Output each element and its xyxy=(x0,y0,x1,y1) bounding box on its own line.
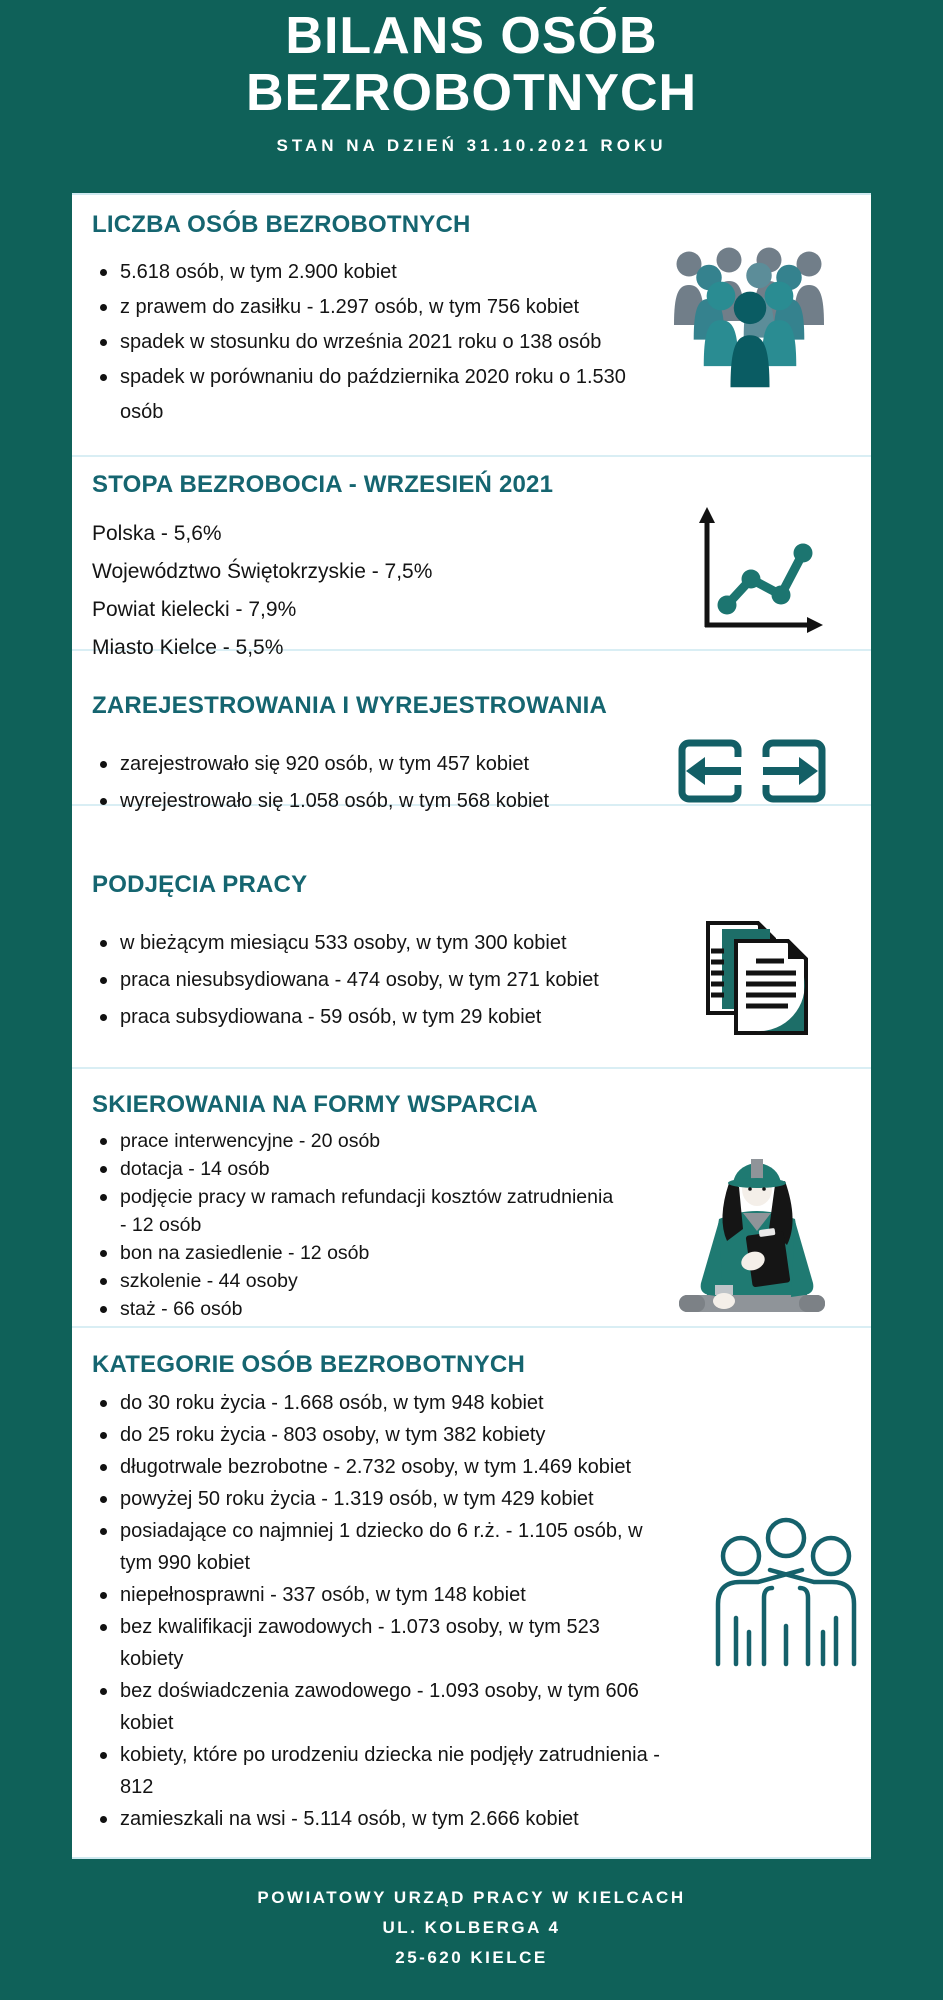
footer-city: 25-620 KIELCE xyxy=(395,1948,548,1967)
line-chart-icon xyxy=(687,503,827,639)
list-item: bez kwalifikacji zawodowych - 1.073 osoby, w tym 523 kobiety xyxy=(92,1611,664,1675)
section-heading: KATEGORIE OSÓB BEZROBOTNYCH xyxy=(92,1351,525,1378)
list-item: z prawem do zasiłku - 1.297 osób, w tym 756 kobiet xyxy=(92,290,637,325)
list-item: praca subsydiowana - 59 osób, w tym 29 kobiet xyxy=(92,999,722,1036)
footer-org-name: POWIATOWY URZĄD PRACY W KIELCACH xyxy=(257,1888,686,1907)
list-item: podjęcie pracy w ramach refundacji kosztów zatrudnienia - 12 osób xyxy=(92,1183,622,1239)
section-heading: STOPA BEZROBOCIA - WRZESIEŃ 2021 xyxy=(92,471,554,498)
section-heading: LICZBA OSÓB BEZROBOTNYCH xyxy=(92,211,471,238)
list-item: kobiety, które po urodzeniu dziecka nie podjęły zatrudnienia - 812 xyxy=(92,1739,664,1803)
worker-woman-icon xyxy=(657,1133,857,1325)
section-divider xyxy=(72,1326,871,1328)
list-item: posiadające co najmniej 1 dziecko do 6 r.ż. - 1.105 osób, w tym 990 kobiet xyxy=(92,1515,664,1579)
header xyxy=(0,0,943,156)
section-heading: SKIEROWANIA NA FORMY WSPARCIA xyxy=(92,1091,538,1118)
page-title-line2: BEZROBOTNYCH xyxy=(245,64,698,122)
list-item: zamieszkali na wsi - 5.114 osób, w tym 2.666 kobiet xyxy=(92,1803,664,1835)
list-item: w bieżącym miesiącu 533 osoby, w tym 300 kobiet xyxy=(92,925,722,962)
list-item: powyżej 50 roku życia - 1.319 osób, w tym 429 kobiet xyxy=(92,1483,664,1515)
list-item: praca niesubsydiowana - 474 osoby, w tym 271 kobiet xyxy=(92,962,722,999)
documents-icon xyxy=(700,915,822,1037)
bullet-list xyxy=(92,746,722,820)
list-item: spadek w porównaniu do października 2020 roku o 1.530 osób xyxy=(92,360,637,430)
bullet-list xyxy=(92,925,722,1036)
section-divider xyxy=(72,1067,871,1069)
bullet-list xyxy=(92,255,637,430)
list-item: 5.618 osób, w tym 2.900 kobiet xyxy=(92,255,637,290)
list-item: długotrwale bezrobotne - 2.732 osoby, w tym 1.469 kobiet xyxy=(92,1451,664,1483)
list-item: niepełnosprawni - 337 osób, w tym 148 kobiet xyxy=(92,1579,664,1611)
footer-street: UL. KOLBERGA 4 xyxy=(382,1918,561,1937)
list-item: spadek w stosunku do września 2021 roku o 138 osób xyxy=(92,325,637,360)
list-item: prace interwencyjne - 20 osób xyxy=(92,1127,622,1155)
stat-line: Miasto Kielce - 5,5% xyxy=(92,636,284,659)
stat-line: Powiat kielecki - 7,9% xyxy=(92,598,297,621)
list-item: dotacja - 14 osób xyxy=(92,1155,622,1183)
list-item: staż - 66 osób xyxy=(92,1295,622,1323)
section-heading: ZAREJESTROWANIA I WYREJESTROWANIA xyxy=(92,692,608,719)
three-people-icon xyxy=(694,1498,879,1670)
page-subtitle: STAN NA DZIEŃ 31.10.2021 ROKU xyxy=(276,136,667,155)
list-item: zarejestrowało się 920 osób, w tym 457 kobiet xyxy=(92,746,722,783)
list-item: szkolenie - 44 osoby xyxy=(92,1267,622,1295)
page-title xyxy=(0,8,943,122)
bullet-list xyxy=(92,1387,664,1835)
bullet-list xyxy=(92,1127,622,1323)
stat-line: Polska - 5,6% xyxy=(92,522,222,545)
crowd-icon xyxy=(657,243,862,391)
in-out-arrows-icon xyxy=(677,738,827,804)
section-heading: PODJĘCIA PRACY xyxy=(92,871,308,898)
list-item: bez doświadczenia zawodowego - 1.093 osoby, w tym 606 kobiet xyxy=(92,1675,664,1739)
stat-line: Województwo Świętokrzyskie - 7,5% xyxy=(92,560,433,583)
footer xyxy=(0,1857,943,2000)
page-title-line1: BILANS OSÓB xyxy=(285,7,658,65)
list-item: bon na zasiedlenie - 12 osób xyxy=(92,1239,622,1267)
list-item: do 25 roku życia - 803 osoby, w tym 382 kobiety xyxy=(92,1419,664,1451)
content-card xyxy=(72,193,871,1859)
list-item: wyrejestrowało się 1.058 osób, w tym 568 kobiet xyxy=(92,783,722,820)
list-item: do 30 roku życia - 1.668 osób, w tym 948 kobiet xyxy=(92,1387,664,1419)
section-divider xyxy=(72,455,871,457)
